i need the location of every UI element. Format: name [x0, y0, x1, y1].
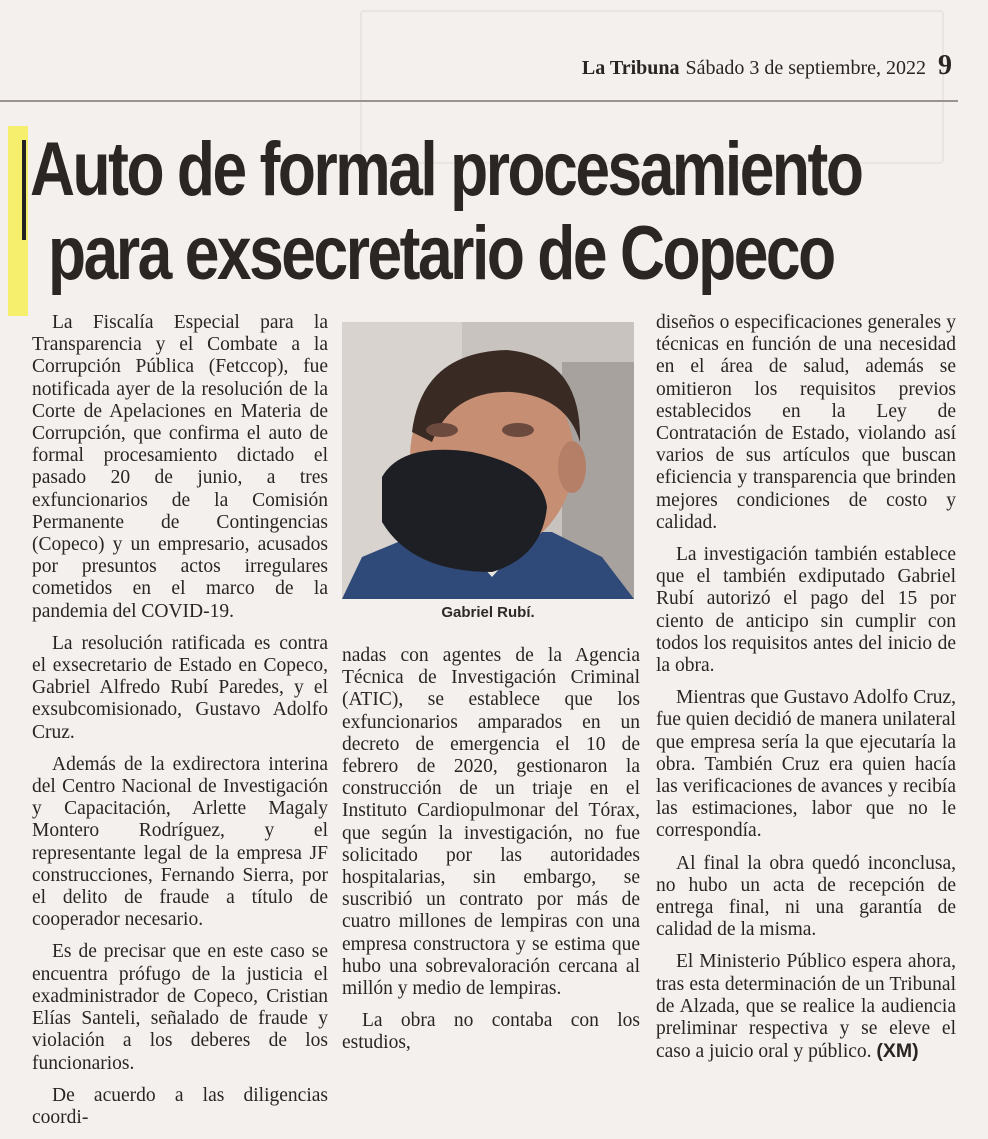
page-header: [582, 50, 952, 84]
issue-date: Sábado 3 de septiembre, 2022: [685, 57, 926, 79]
newspaper-name: La Tribuna: [581, 57, 680, 79]
paragraph: Además de la exdirectora interina del Centro Nacional de Investigación y Capacitación, Arlette Magaly Montero Rodríguez, y el representante legal de la empresa JF construcciones, Fernando Sierra, por el delito de fraude a título de cooperador necesario.: [32, 753, 328, 931]
header-rule: [0, 100, 958, 102]
paragraph-final: [656, 951, 956, 1063]
paragraph: La resolución ratificada es contra el exsecretario de Estado en Copeco, Gabriel Alfredo Rubí Paredes, y el exsubcomisionado, Gustavo Adolfo Cruz.: [32, 632, 328, 743]
paragraph: Al final la obra quedó inconclusa, no hubo un acta de recepción de entrega final, ni una garantía de calidad de la misma.: [656, 852, 956, 941]
article-column-1: [32, 312, 328, 1139]
headline-line-1: Auto de formal procesamiento: [30, 127, 862, 212]
paragraph-text: El Ministerio Público espera ahora, tras esta determinación de un Tribunal de Alzada, que se realice la audiencia preliminar respectiva y se eleve el caso a juicio oral y público.: [656, 951, 956, 1063]
marker-bar: [22, 140, 26, 240]
author-signature: (XM): [876, 1040, 919, 1063]
paragraph: De acuerdo a las diligencias coordi-: [32, 1084, 328, 1128]
paragraph: La Fiscalía Especial para la Transparencia y el Combate a la Corrupción Pública (Fetccop), fue notificada ayer de la resolución de la Corte de Apelaciones en Materia de Corrupción, que confirma el auto de formal procesamiento dictado el pasado 20 de junio, a tres exfuncionarios de la Comisión Permanente de Contingencias (Copeco) y un empresario, acusados por presuntos actos irregulares cometidos en el marco de la pandemia del COVID-19.: [32, 312, 328, 622]
headline-line-2: para exsecretario de Copeco: [48, 211, 834, 296]
article-column-3: [656, 312, 956, 1074]
article-column-2: [342, 645, 640, 1065]
paragraph: Mientras que Gustavo Adolfo Cruz, fue quien decidió de manera unilateral que empresa sería la que ejecutaría la obra. También Cruz era quien hacía las verificaciones de avances y recibía las estimaciones, labor que no le correspondía.: [656, 687, 956, 842]
paragraph: Es de precisar que en este caso se encuentra prófugo de la justicia el exadministrador de Copeco, Cristian Elías Santeli, señalado de fraude y violación a los deberes de los funcionarios.: [32, 941, 328, 1074]
paragraph: nadas con agentes de la Agencia Técnica de Investigación Criminal (ATIC), se establece que los exfuncionarios amparados en un decreto de emergencia el 10 de febrero de 2020, gestionaron la construcción de un triaje en el Instituto Cardiopulmonar del Tórax, que según la investigación, no fue solicitado por las autoridades hospitalarias, sin embargo, se suscribió un contrato por más de cuatro millones de lempiras con una empresa constructora y se estima que hubo una sobrevaloración cercana al millón y medio de lempiras.: [342, 645, 640, 1000]
article-headline: [30, 127, 862, 296]
paragraph: diseños o especificaciones generales y técnicas en función de una necesidad en el área de salud, además se omitieron los requisitos previos establecidos en la Ley de Contratación de Estado, violando así varios de sus artículos que buscan eficiencia y transparencia que brinden mejores condiciones de costo y calidad.: [656, 312, 956, 533]
portrait-photo: [342, 322, 634, 599]
portrait-illustration: [342, 322, 634, 599]
page-number: 9: [938, 50, 952, 81]
photo-caption: Gabriel Rubí.: [441, 604, 535, 621]
paragraph: La investigación también establece que el también exdiputado Gabriel Rubí autorizó el pago del 15 por ciento de anticipo sin cumplir con todos los requisitos antes del inicio de la obra.: [656, 544, 956, 677]
paragraph: La obra no contaba con los estudios,: [342, 1010, 640, 1054]
